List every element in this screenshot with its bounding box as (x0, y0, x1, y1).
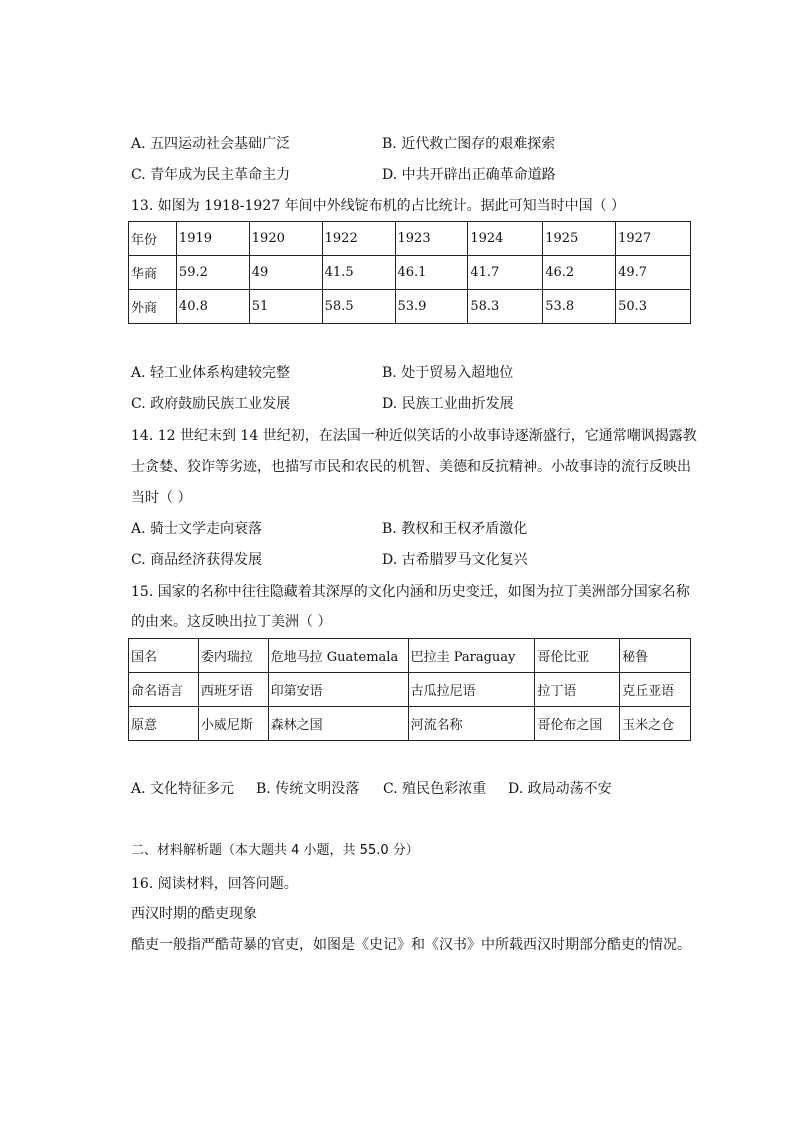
table-header-cell: 1923 (395, 222, 468, 256)
table-cell: 华商 (129, 256, 177, 290)
q13-option-b: B. 处于贸易入超地位 (382, 365, 514, 381)
q14-option-b: B. 教权和王权矛盾激化 (382, 521, 528, 537)
table-cell: 小威尼斯 (198, 707, 268, 741)
q15-option-a: A. 文化特征多元 (131, 781, 235, 797)
table-cell: 53.9 (395, 290, 468, 324)
q15-option-d: D. 政局动荡不安 (508, 781, 612, 797)
q16-material-line-1: 酷吏一般指严酷苛暴的官吏，如图是《史记》和《汉书》中所载西汉时期部分酷吏的情况。 (131, 937, 691, 953)
table-cell: 秘鲁 (620, 639, 691, 673)
table-header-cell: 1925 (543, 222, 616, 256)
table-cell: 西班牙语 (198, 673, 268, 707)
table-row (129, 256, 691, 290)
table-row (129, 639, 691, 673)
table-header-cell: 年份 (129, 222, 177, 256)
q13-option-d: D. 民族工业曲折发展 (382, 396, 514, 412)
table-cell: 40.8 (176, 290, 249, 324)
table-cell: 59.2 (176, 256, 249, 290)
q12-option-b: B. 近代救亡图存的艰难探索 (382, 136, 556, 152)
q16-stem: 16. 阅读材料，回答问题。 (131, 876, 298, 892)
q12-option-d: D. 中共开辟出正确革命道路 (382, 167, 556, 183)
table-cell: 命名语言 (129, 673, 199, 707)
q13-stem: 13. 如图为 1918-1927 年间中外线锭布机的占比统计。据此可知当时中国（ ） (131, 198, 626, 214)
q14-option-c: C. 商品经济获得发展 (131, 552, 263, 568)
table-header-cell: 1927 (616, 222, 691, 256)
table-cell: 51 (249, 290, 322, 324)
table-header-cell: 1919 (176, 222, 249, 256)
table-cell: 拉丁语 (535, 673, 620, 707)
q15-table (128, 638, 691, 741)
q14-stem-line-3: 当时（ ） (131, 490, 192, 506)
table-cell: 46.1 (395, 256, 468, 290)
q15-stem-line-2: 的由来。这反映出拉丁美洲（ ） (131, 614, 332, 630)
table-row (129, 707, 691, 741)
table-cell: 46.2 (543, 256, 616, 290)
q13-table (128, 221, 691, 324)
table-cell: 克丘亚语 (620, 673, 691, 707)
q13-option-a: A. 轻工业体系构建较完整 (131, 365, 291, 381)
q15-option-c: C. 殖民色彩浓重 (383, 781, 487, 797)
table-cell: 哥伦布之国 (535, 707, 620, 741)
table-cell: 外商 (129, 290, 177, 324)
q15-option-b: B. 传统文明没落 (256, 781, 360, 797)
table-cell: 49.7 (616, 256, 691, 290)
table-row (129, 290, 691, 324)
table-cell: 危地马拉 Guatemala (268, 639, 408, 673)
q14-option-d: D. 古希腊罗马文化复兴 (382, 552, 528, 568)
table-cell: 哥伦比亚 (535, 639, 620, 673)
table-cell: 41.5 (322, 256, 395, 290)
table-header-cell: 1920 (249, 222, 322, 256)
table-cell: 古瓜拉尼语 (408, 673, 535, 707)
q14-option-a: A. 骑士文学走向衰落 (131, 521, 263, 537)
table-header-cell: 1924 (468, 222, 543, 256)
table-cell: 巴拉圭 Paraguay (408, 639, 535, 673)
table-cell: 国名 (129, 639, 199, 673)
table-cell: 河流名称 (408, 707, 535, 741)
q13-option-c: C. 政府鼓励民族工业发展 (131, 396, 291, 412)
q16-subtitle: 西汉时期的酷吏现象 (131, 906, 257, 922)
table-cell: 原意 (129, 707, 199, 741)
table-cell: 玉米之仓 (620, 707, 691, 741)
table-header-cell: 1922 (322, 222, 395, 256)
q14-stem-line-2: 士贪婪、狡诈等劣迹，也描写市民和农民的机智、美德和反抗精神。小故事诗的流行反映出 (131, 459, 691, 475)
table-cell: 41.7 (468, 256, 543, 290)
table-row (129, 222, 691, 256)
table-cell: 58.3 (468, 290, 543, 324)
section-heading: 二、材料解析题（本大题共 4 小题，共 55.0 分） (131, 843, 419, 858)
q15-stem-line-1: 15. 国家的名称中往往隐藏着其深厚的文化内涵和历史变迁，如图为拉丁美洲部分国家名称 (131, 584, 690, 600)
table-cell: 50.3 (616, 290, 691, 324)
table-cell: 委内瑞拉 (198, 639, 268, 673)
q14-stem-line-1: 14. 12 世纪末到 14 世纪初，在法国一种近似笑话的小故事诗逐渐盛行，它通常嘲讽揭露教 (131, 428, 697, 444)
table-cell: 印第安语 (268, 673, 408, 707)
table-cell: 53.8 (543, 290, 616, 324)
table-cell: 森林之国 (268, 707, 408, 741)
table-cell: 58.5 (322, 290, 395, 324)
q12-option-c: C. 青年成为民主革命主力 (131, 167, 291, 183)
table-cell: 49 (249, 256, 322, 290)
table-row (129, 673, 691, 707)
q12-option-a: A. 五四运动社会基础广泛 (131, 136, 291, 152)
